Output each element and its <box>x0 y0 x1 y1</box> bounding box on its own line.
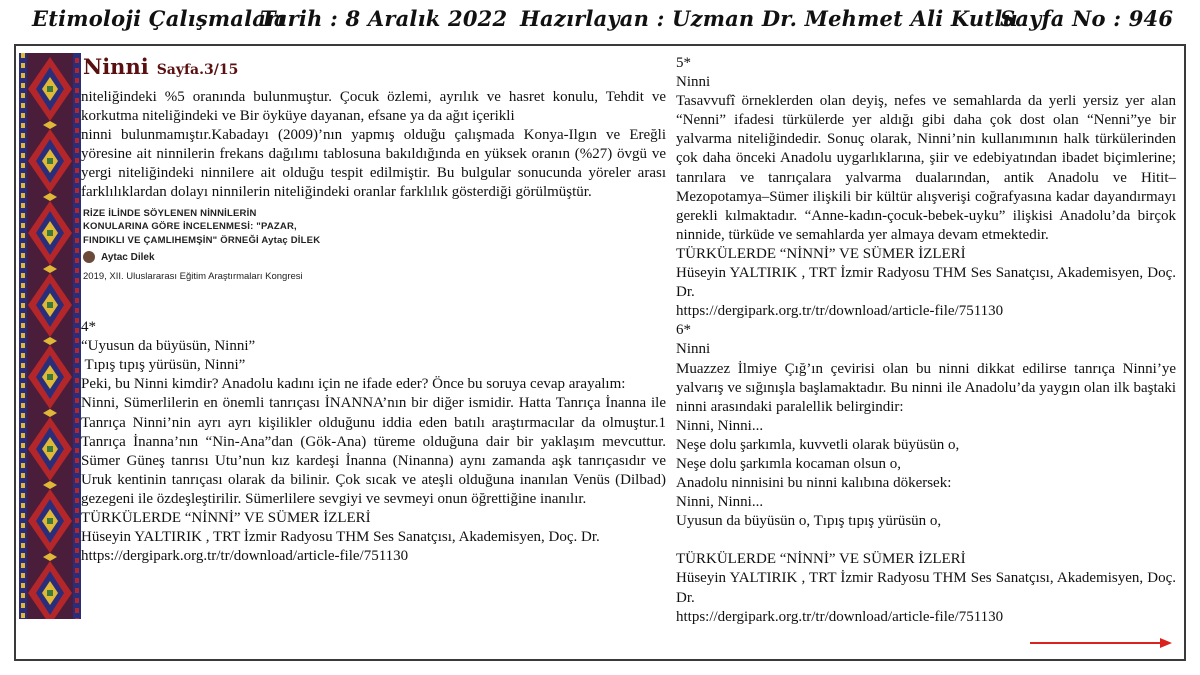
verse-line: “Uyusun da büyüsün, Ninni” <box>81 338 256 355</box>
poem-line: Neşe dolu şarkımla kocaman olsun o, <box>676 455 901 472</box>
poem-line: Anadolu ninnisini bu ninni kalıbına dökersek: <box>676 475 952 492</box>
rug-edge-dot <box>75 478 79 483</box>
page-header <box>0 0 1200 42</box>
rug-edge-dot <box>75 388 79 393</box>
rug-edge-dot <box>75 468 79 473</box>
rug-edge-dot <box>75 238 79 243</box>
rug-edge-dot <box>21 93 25 98</box>
rug-edge-dot <box>75 558 79 563</box>
poem-line: Neşe dolu şarkımla, kuvvetli olarak büyüsün o, <box>676 436 960 453</box>
page-subtitle: Sayfa.3/15 <box>156 62 239 78</box>
page-number: Sayfa No : 946 <box>1000 6 1174 31</box>
rug-edge-dot <box>75 68 79 73</box>
rug-edge-dot <box>21 73 25 78</box>
rug-edge-dot <box>75 498 79 503</box>
rug-edge-dot <box>75 538 79 543</box>
source-url[interactable]: https://dergipark.org.tr/tr/download/article-file/751130 <box>81 548 409 565</box>
rug-center <box>47 86 53 92</box>
rug-edge-dot <box>75 438 79 443</box>
rug-edge-dot <box>75 168 79 173</box>
rug-edge-dot <box>75 338 79 343</box>
rug-edge-dot <box>21 433 25 438</box>
rug-center <box>47 230 53 236</box>
rug-edge-dot <box>21 293 25 298</box>
rug-edge-dot <box>21 553 25 558</box>
source-url[interactable]: https://dergipark.org.tr/tr/download/article-file/751130 <box>676 608 1004 625</box>
source-author: Hüseyin YALTIRIK , TRT İzmir Radyosu THM Ses Sanatçısı, Akademisyen, Doç. Dr. <box>676 570 1176 606</box>
rug-edge-dot <box>75 358 79 363</box>
rug-edge-dot <box>21 323 25 328</box>
rug-edge-dot <box>21 393 25 398</box>
rug-edge-dot <box>75 508 79 513</box>
rug-edge-dot <box>21 353 25 358</box>
rug-edge-dot <box>21 443 25 448</box>
section-label: Ninni <box>676 341 711 358</box>
rug-edge-dot <box>75 148 79 153</box>
rug-edge-dot <box>21 53 25 58</box>
rug-edge-dot <box>75 448 79 453</box>
rug-edge-dot <box>75 108 79 113</box>
rug-edge-dot <box>21 253 25 258</box>
avatar <box>83 251 95 263</box>
kilim-rug-border <box>19 53 81 619</box>
paragraph: niteliğindeki %5 oranında bulunmuştur. Çocuk özlemi, ayrılık ve hasret konulu, Tehdit ve korkutma niteliğindeki ve Bir öyküye dayanan, efsane ya da ağıt içerikli <box>81 89 666 125</box>
rug-edge-dot <box>21 213 25 218</box>
rug-edge-dot <box>21 273 25 278</box>
verse-line: Tıpış tıpış yürüsün, Ninni” <box>81 357 246 374</box>
rug-edge-dot <box>75 378 79 383</box>
kilim-rug-image <box>19 53 81 619</box>
rug-edge-dot <box>75 528 79 533</box>
rug-edge-dot <box>75 248 79 253</box>
rug-edge-dot <box>75 398 79 403</box>
rug-edge-dot <box>21 283 25 288</box>
source-author: Hüseyin YALTIRIK , TRT İzmir Radyosu THM Ses Sanatçısı, Akademisyen, Doç. Dr. <box>81 529 600 546</box>
date-label: Tarih : 8 Aralık 2022 <box>260 6 508 31</box>
rug-edge-dot <box>75 588 79 593</box>
paragraph: ninni bulunmamıştır.Kabadayı (2009)’nın yapmış olduğu çalışmada Konya-Ilgın ve Ereğli yöresine ait ninnilerin frekans dağılımı tablosuna bakıldığında en yüksek oranın (%27) övgü ve yergi niteliğindeki ninnilere ait olduğu tespit edilmiştir. Bu bulgular sonucunda yöreler arası farklılıklardan dolayı ninnilerin niteliğindeki oranlar farklılık gösterdiği görülmüştür. <box>81 127 666 201</box>
rug-edge-dot <box>21 383 25 388</box>
rug-edge-dot <box>21 263 25 268</box>
rug-edge-dot <box>75 178 79 183</box>
rug-edge-dot <box>21 333 25 338</box>
citation-congress: 2019, XII. Uluslararası Eğitim Araştırmaları Kongresi <box>83 271 303 283</box>
rug-edge-dot <box>21 63 25 68</box>
rug-edge-dot <box>21 313 25 318</box>
spacer <box>81 282 666 318</box>
section-number: 6* <box>676 322 691 339</box>
rug-edge-dot <box>21 183 25 188</box>
source-title: TÜRKÜLERDE “NİNNİ” VE SÜMER İZLERİ <box>81 510 371 526</box>
rug-edge-dot <box>75 608 79 613</box>
rug-edge-dot <box>75 258 79 263</box>
poem-line: Ninni, Ninni... <box>676 417 764 434</box>
rug-edge-dot <box>21 613 25 618</box>
paragraph: Ninni, Sümerlilerin en önemli tanrıçası İNANNA’nın bir diğer ismidir. Hatta Tanrıça İnanna ile Tanrıça Ninni’nin ayrı ayrı kişilikler olduğunu iddia eden batılı araştırmacılar da olmuştur.1 Tanrıça İnanna’nın “Nin-Ana”dan (Gök-Ana) türeme olduğuna dair bir yaklaşım mevcuttur. Sümer Güneş tanrısı Utu’nun kız kardeşi İnanna (Ninanna) aynı zamanda aşk tanrıçasıdır ve Uruk kentinin tanrıçası olarak da bilinir. Çok sıcak ve ateşli olduğuna inanılan Venüs (Dilbad) gezegeni ile özdeşleştirilir. Sümerlilere sevgiyi ve sevmeyi onun öğrettiğine inanılır. <box>81 395 666 507</box>
rug-edge-dot <box>75 118 79 123</box>
rug-edge-dot <box>75 128 79 133</box>
rug-edge-dot <box>75 578 79 583</box>
section-label: Ninni <box>676 74 711 91</box>
series-title: Etimoloji Çalışmaları <box>32 6 286 31</box>
rug-edge-dot <box>75 418 79 423</box>
rug-edge-dot <box>75 518 79 523</box>
spacer <box>676 531 1176 550</box>
right-column <box>676 54 1176 654</box>
rug-edge-dot <box>21 503 25 508</box>
rug-center <box>47 302 53 308</box>
rug-edge-dot <box>75 208 79 213</box>
page-title: Ninni <box>83 54 149 79</box>
rug-edge-dot <box>21 513 25 518</box>
rug-edge-dot <box>21 233 25 238</box>
source-title: TÜRKÜLERDE “NİNNİ” VE SÜMER İZLERİ <box>676 551 966 568</box>
rug-edge-dot <box>75 78 79 83</box>
rug-center <box>47 158 53 164</box>
rug-edge-dot <box>75 618 79 619</box>
section-number: 4* <box>81 319 96 336</box>
rug-edge-dot <box>21 143 25 148</box>
rug-edge-dot <box>21 223 25 228</box>
rug-edge-dot <box>21 563 25 568</box>
rug-edge-dot <box>75 458 79 463</box>
rug-edge-dot <box>75 218 79 223</box>
rug-edge-dot <box>21 133 25 138</box>
rug-edge-dot <box>75 228 79 233</box>
citation-line: RİZE İLİNDE SÖYLENEN NİNNİLERİN <box>83 207 257 219</box>
rug-edge-dot <box>75 298 79 303</box>
title-row <box>83 54 666 88</box>
rug-edge-dot <box>21 343 25 348</box>
rug-edge-dot <box>21 593 25 598</box>
right-arrow-icon[interactable] <box>1030 637 1172 649</box>
citation-line: FINDIKLI VE ÇAMLIHEMŞİN" ÖRNEĞİ Aytaç DİLEK <box>83 234 321 246</box>
rug-edge-dot <box>21 123 25 128</box>
rug-edge-dot <box>75 568 79 573</box>
rug-edge-dot <box>21 83 25 88</box>
rug-edge-dot <box>75 368 79 373</box>
rug-edge-dot <box>21 303 25 308</box>
rug-edge-dot <box>21 103 25 108</box>
rug-edge-dot <box>75 428 79 433</box>
rug-edge-dot <box>75 598 79 603</box>
rug-edge-dot <box>75 58 79 63</box>
rug-edge-dot <box>21 113 25 118</box>
rug-edge-dot <box>75 188 79 193</box>
citation-block <box>83 207 666 248</box>
rug-center <box>47 590 53 596</box>
rug-edge-dot <box>21 483 25 488</box>
rug-edge-dot <box>21 423 25 428</box>
rug-edge <box>73 53 81 619</box>
source-url[interactable]: https://dergipark.org.tr/tr/download/article-file/751130 <box>676 303 1004 320</box>
rug-edge-dot <box>75 488 79 493</box>
rug-edge-dot <box>75 278 79 283</box>
rug-edge-dot <box>75 88 79 93</box>
author-label: Hazırlayan : Uzman Dr. Mehmet Ali Kutlu <box>520 6 1018 31</box>
rug-edge-dot <box>21 533 25 538</box>
rug-edge-dot <box>21 413 25 418</box>
source-author: Hüseyin YALTIRIK , TRT İzmir Radyosu THM Ses Sanatçısı, Akademisyen, Doç. Dr. <box>676 265 1176 301</box>
rug-edge-dot <box>21 403 25 408</box>
rug-center <box>47 446 53 452</box>
rug-edge-dot <box>75 288 79 293</box>
rug-edge-dot <box>21 363 25 368</box>
rug-edge-dot <box>75 138 79 143</box>
citation-author-name: Aytac Dilek <box>101 251 155 263</box>
rug-edge-dot <box>21 543 25 548</box>
rug-edge-dot <box>21 373 25 378</box>
paragraph: Muazzez İlmiye Çığ’ın çevirisi olan bu ninni dikkat edilirse tanrıça Ninni’ye yalvarış ve sığınışla başlamaktadır. Bu ninni ile Anadolu’da yaygın olan ilk baştaki ninni arasındaki paralellik belirgindir: <box>676 360 1176 415</box>
rug-edge-dot <box>21 243 25 248</box>
rug-edge-dot <box>21 193 25 198</box>
rug-edge-dot <box>75 268 79 273</box>
rug-edge-dot <box>75 318 79 323</box>
poem-line: Ninni, Ninni... <box>676 494 764 511</box>
rug-center <box>47 518 53 524</box>
rug-edge-dot <box>21 573 25 578</box>
rug-edge-dot <box>21 473 25 478</box>
section-number: 5* <box>676 55 691 71</box>
rug-edge-dot <box>75 348 79 353</box>
rug-edge-dot <box>75 198 79 203</box>
citation-author <box>83 251 666 263</box>
rug-edge-dot <box>75 408 79 413</box>
citation-line: KONULARINA GÖRE İNCELENMESİ: "PAZAR, <box>83 221 297 233</box>
source-title: TÜRKÜLERDE “NİNNİ” VE SÜMER İZLERİ <box>676 245 966 262</box>
rug-edge-dot <box>21 153 25 158</box>
rug-center <box>47 374 53 380</box>
rug-edge-dot <box>75 98 79 103</box>
rug-edge-dot <box>21 163 25 168</box>
left-column <box>81 54 666 644</box>
rug-edge-dot <box>21 603 25 608</box>
rug-edge-dot <box>21 583 25 588</box>
rug-edge-dot <box>21 203 25 208</box>
rug-edge-dot <box>75 548 79 553</box>
rug-edge-dot <box>21 173 25 178</box>
rug-edge-dot <box>21 493 25 498</box>
paragraph: Peki, bu Ninni kimdir? Anadolu kadını için ne ifade eder? Önce bu soruya cevap arayalım: <box>81 376 626 393</box>
rug-edge-dot <box>21 453 25 458</box>
rug-edge-dot <box>21 463 25 468</box>
poem-line: Uyusun da büyüsün o, Tıpış tıpış yürüsün o, <box>676 513 942 530</box>
rug-edge-dot <box>75 328 79 333</box>
paragraph: Tasavvufî örneklerden olan deyiş, nefes ve semahlarda da yerli yersiz yer alan “Nenni” ifadesi türkülerde yer aldığı gibi daha çok dost olan “Nenni”ye bir yalvarma niteliğindedir. Sonuç olarak, Ninni’nin kullanımının halk türkülerinden çok daha önceki Anadolu uygarlıklarına, şiir ve edebiyatından ibadet biçimlerine; tanrılara ve tanrıçalara yalvarma dualarından, antik Anadolu ve Hitit–Mezopotamya–Sümer ilişkili bir kültür alışverişi coğrafyasına kadar dayandırmayı gerekli kılmaktadır. “Anne-kadın-çocuk-bebek-uyku” ilişkisi Anadolu’da birçok ninnide, türküde ve semahlarda yer almaya devam etmektedir. <box>676 93 1176 243</box>
rug-edge-dot <box>75 308 79 313</box>
rug-edge-dot <box>75 158 79 163</box>
rug-edge-dot <box>21 523 25 528</box>
